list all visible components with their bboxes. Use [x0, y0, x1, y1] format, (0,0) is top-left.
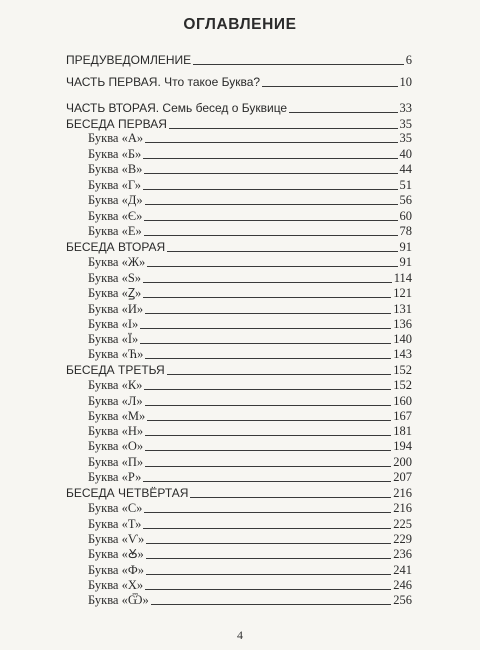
toc-entry-label: Буква «Б» — [88, 147, 142, 161]
toc-leader-line — [147, 420, 391, 421]
page-title: ОГЛАВЛЕНИЕ — [183, 16, 297, 33]
toc-letter-entry — [88, 161, 412, 177]
toc-section-entry — [66, 485, 412, 501]
toc-letter-entry — [88, 562, 412, 578]
toc-entry-page: 40 — [399, 147, 412, 161]
toc-entry-page: 131 — [393, 302, 412, 316]
toc-entry-page: 167 — [393, 409, 412, 423]
toc-entry-page: 114 — [393, 271, 412, 285]
toc-entry-label: Буква «І» — [88, 317, 139, 331]
toc-letter-entry — [88, 393, 412, 409]
toc-letter-entry — [88, 516, 412, 532]
toc-entry-page: 160 — [393, 394, 412, 408]
toc-entry-label: Буква «С» — [88, 501, 143, 515]
toc-entry-label: Буква «В» — [88, 162, 143, 176]
toc-entry-label: Буква «Ꙋ» — [88, 547, 144, 561]
toc-entry-page: 194 — [393, 439, 412, 453]
toc-letter-entry — [88, 438, 412, 454]
toc-entry-page: 10 — [399, 75, 412, 89]
toc-entry-page: 256 — [393, 593, 412, 607]
toc-section-entry — [66, 100, 412, 116]
toc-entry-page: 121 — [393, 286, 412, 300]
toc-leader-line — [144, 235, 398, 236]
toc-entry-label: БЕСЕДА ВТОРАЯ — [66, 240, 166, 254]
toc-leader-line — [147, 266, 397, 267]
toc-letter-entry — [88, 469, 412, 485]
toc-entry-page: 143 — [393, 347, 412, 361]
toc-entry-label: БЕСЕДА ПЕРВАЯ — [66, 117, 167, 131]
toc-entry-page: 56 — [399, 193, 412, 207]
toc-entry-label: Буква «А» — [88, 131, 144, 145]
toc-letter-entry — [88, 592, 412, 608]
toc-leader-line — [143, 282, 392, 283]
toc-entry-page: 216 — [393, 501, 412, 515]
toc-leader-line — [143, 528, 391, 529]
toc-entry-label: БЕСЕДА ТРЕТЬЯ — [66, 363, 165, 377]
toc-entry-page: 207 — [393, 470, 412, 484]
toc-entry-page: 91 — [399, 255, 412, 269]
toc-entry-page: 33 — [399, 101, 412, 115]
toc-entry-label: Буква «И» — [88, 302, 144, 316]
toc-letter-entry — [88, 577, 412, 593]
toc-leader-line — [289, 112, 397, 113]
toc-letter-entry — [88, 346, 412, 362]
toc-leader-line — [167, 374, 392, 375]
toc-entry-label: Буква «Е» — [88, 224, 142, 238]
toc-entry-label: ЧАСТЬ ПЕРВАЯ. Что такое Буква? — [66, 75, 261, 89]
toc-letter-entry — [88, 408, 412, 424]
toc-section-entry — [66, 52, 412, 68]
toc-leader-line — [145, 358, 391, 359]
toc-entry-page: 44 — [399, 162, 412, 176]
toc-leader-line — [145, 204, 398, 205]
toc-letter-entry — [88, 546, 412, 562]
toc-leader-line — [140, 328, 391, 329]
toc-letter-entry — [88, 500, 412, 516]
toc-leader-line — [146, 543, 391, 544]
toc-leader-line — [144, 389, 391, 390]
toc-leader-line — [143, 481, 391, 482]
toc-letter-entry — [88, 208, 412, 224]
toc-entry-label: Буква «Л» — [88, 394, 143, 408]
toc-leader-line — [146, 574, 391, 575]
toc-entry-page: 246 — [393, 578, 412, 592]
toc-entry-label: Буква «Ї» — [88, 332, 139, 346]
toc-entry-label: Буква «Д» — [88, 193, 143, 207]
toc-leader-line — [140, 343, 391, 344]
toc-leader-line — [190, 497, 391, 498]
toc-letter-entry — [88, 130, 412, 146]
toc-entry-label: Буква «Ѿ» — [88, 593, 149, 607]
toc-entry-page: 241 — [393, 563, 412, 577]
toc-leader-line — [144, 220, 397, 221]
toc-entry-page: 181 — [393, 424, 412, 438]
toc-leader-line — [145, 466, 391, 467]
toc-entry-label: Буква «Н» — [88, 424, 144, 438]
toc-letter-entry — [88, 223, 412, 239]
toc-entry-page: 35 — [399, 117, 412, 131]
toc-entry-label: Буква «М» — [88, 409, 146, 423]
toc-entry-label: БЕСЕДА ЧЕТВЁРТАЯ — [66, 486, 189, 500]
toc-letter-entry — [88, 301, 412, 317]
toc-letter-entry — [88, 177, 412, 193]
toc-entry-page: 136 — [393, 317, 412, 331]
toc-leader-line — [145, 589, 391, 590]
toc-section-entry — [66, 362, 412, 378]
toc-leader-line — [146, 558, 391, 559]
toc-entry-label: ПРЕДУВЕДОМЛЕНИЕ — [66, 53, 192, 67]
toc-entry-label: Буква «Ѵ» — [88, 532, 145, 546]
toc-leader-line — [167, 251, 397, 252]
toc-leader-line — [145, 313, 391, 314]
toc-entry-label: Буква «Ѕ» — [88, 271, 142, 285]
toc-entry-label: Буква «О» — [88, 439, 144, 453]
toc-entry-label: Буква «Ф» — [88, 563, 144, 577]
toc-section-entry — [66, 239, 412, 255]
toc-leader-line — [145, 450, 391, 451]
toc-entry-label: Буква «Г» — [88, 178, 142, 192]
toc-leader-line — [169, 128, 398, 129]
toc-leader-line — [144, 173, 397, 174]
toc-entry-label: Буква «Ꙁ» — [88, 286, 142, 300]
toc-entry-page: 51 — [399, 178, 412, 192]
toc-leader-line — [143, 297, 391, 298]
toc-entry-label: Буква «Х» — [88, 578, 144, 592]
toc-letter-entry — [88, 377, 412, 393]
toc-entry-label: Буква «Ж» — [88, 255, 146, 269]
toc-letter-entry — [88, 331, 412, 347]
toc-entry-label: ЧАСТЬ ВТОРАЯ. Семь бесед о Буквице — [66, 101, 288, 115]
toc-entry-page: 200 — [393, 455, 412, 469]
toc-entry-label: Буква «Ћ» — [88, 347, 144, 361]
toc-entry-page: 236 — [393, 547, 412, 561]
toc-entry-page: 60 — [399, 209, 412, 223]
toc-entry-page: 140 — [393, 332, 412, 346]
toc-entry-label: Буква «К» — [88, 378, 143, 392]
toc-leader-line — [151, 604, 391, 605]
toc-entry-label: Буква «Є» — [88, 209, 143, 223]
toc-entry-label: Буква «Т» — [88, 517, 142, 531]
page-number: 4 — [237, 628, 243, 642]
toc-letter-entry — [88, 285, 412, 301]
toc-entry-page: 152 — [393, 363, 412, 377]
toc-entry-page: 91 — [399, 240, 412, 254]
toc-entry-page: 78 — [399, 224, 412, 238]
toc-entry-page: 35 — [399, 131, 412, 145]
toc-leader-line — [145, 142, 397, 143]
toc-leader-line — [262, 86, 397, 87]
toc-entry-label: Буква «П» — [88, 455, 144, 469]
toc-entry-page: 152 — [393, 378, 412, 392]
toc-letter-entry — [88, 454, 412, 470]
toc-letter-entry — [88, 316, 412, 332]
toc-letter-entry — [88, 254, 412, 270]
toc-entry-page: 229 — [393, 532, 412, 546]
toc-leader-line — [145, 405, 392, 406]
toc-leader-line — [193, 64, 404, 65]
toc-entry-page: 216 — [393, 486, 412, 500]
toc-letter-entry — [88, 192, 412, 208]
toc-letter-entry — [88, 531, 412, 547]
toc-letter-entry — [88, 423, 412, 439]
toc-section-entry — [66, 74, 412, 90]
toc-entry-page: 225 — [393, 517, 412, 531]
toc-leader-line — [143, 189, 397, 190]
toc-leader-line — [143, 158, 397, 159]
toc-entry-label: Буква «Р» — [88, 470, 142, 484]
toc-letter-entry — [88, 146, 412, 162]
toc-leader-line — [144, 512, 391, 513]
toc-letter-entry — [88, 270, 412, 286]
toc-entry-page: 6 — [405, 53, 412, 67]
toc-leader-line — [145, 435, 391, 436]
